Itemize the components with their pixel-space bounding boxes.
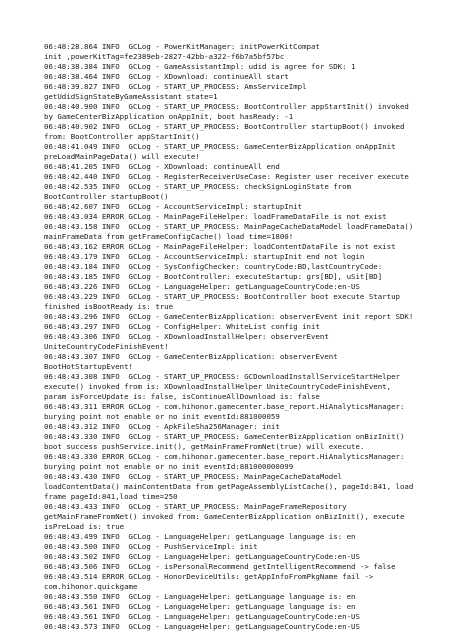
log-line: UniteCountryCodeFinishEvent! — [44, 342, 169, 351]
log-line: getUdidSignStateByGameAssistant state=1 — [44, 92, 218, 101]
log-line: 06:48:38.384 INFO GCLog - GameAssistantImpl: udid is agree for SDK: 1 — [44, 62, 356, 71]
log-line: from: BootController appStartInit() — [44, 132, 200, 141]
log-line: 06:48:43.306 INFO GCLog - XDownloadInstallHelper: observerEvent — [44, 332, 329, 341]
log-line: 06:48:43.308 INFO GCLog - START_UP_PROCESS: GCDownloadInstallServiceStartHelper — [44, 372, 400, 381]
log-line: boot success pushService.init(), getMainFrameFromNet(true) will execute. — [44, 442, 365, 451]
log-line: isPreLoad is: true — [44, 522, 125, 531]
log-line: burying point not enable or no init eventId:881000000099 — [44, 462, 294, 471]
log-line: 06:48:43.430 INFO GCLog - START_UP_PROCESS: MainPageCacheDataModel — [44, 472, 343, 481]
log-line: 06:48:43.229 INFO GCLog - START_UP_PROCESS: BootController boot execute Startup — [44, 292, 400, 301]
log-line: 06:48:43.500 INFO GCLog - PushServiceImpl: init — [44, 542, 258, 551]
log-text — [44, 42, 470, 632]
log-line: 06:48:28.864 INFO GCLog - PowerKitManager: initPowerKitCompat — [44, 42, 320, 51]
log-line: BootHotStartupEvent! — [44, 362, 133, 371]
log-line: 06:48:42.607 INFO GCLog - AccountServiceImpl: startupInit — [44, 202, 303, 211]
log-line: execute() invoked from is: XDownloadInstallHelper UniteCountryCodeFinishEvent, — [44, 382, 392, 391]
log-line: 06:48:39.827 INFO GCLog - START_UP_PROCESS: AmsServiceImpl — [44, 82, 307, 91]
log-line: 06:48:43.312 INFO GCLog - ApkFileSha256Manager: init — [44, 422, 280, 431]
log-line: 06:48:43.330 ERROR GCLog - com.hihonor.gamecenter.base_report.HiAnalyticsManager: — [44, 452, 405, 461]
log-line: loadContentData() mainContentData from getPageAssemblyListCache(), pageId:841, load — [44, 482, 414, 491]
log-line: finished isBootReady is: true — [44, 302, 174, 311]
log-line: 06:48:43.179 INFO GCLog - AccountServiceImpl: startupInit end not login — [44, 252, 365, 261]
log-line: 06:48:38.464 INFO GCLog - XDownload: continueAll start — [44, 72, 289, 81]
log-line: init ,powerKitTag=fe2389eb-2827-42bb-a322-f6b7a5bf57bc — [44, 52, 285, 61]
log-line: 06:48:43.158 INFO GCLog - START_UP_PROCESS: MainPageCacheDataModel loadFrameData() — [44, 222, 414, 231]
log-line: 06:48:43.185 INFO GCLog - BootController: executeStartup: grs[BD], uSit[BD] — [44, 272, 383, 281]
log-line: 06:48:43.162 ERROR GCLog - MainPageFileHelper: loadContentDataFile is not exist — [44, 242, 396, 251]
log-line: 06:48:43.330 INFO GCLog - START_UP_PROCESS: GameCenterBizApplication onBizInit() — [44, 432, 405, 441]
log-line: mainFrameData from getFrameConfigCache() load time=1800! — [44, 232, 294, 241]
log-line: 06:48:42.440 INFO GCLog - RegisterReceiverUseCase: Register user receiver execute — [44, 172, 409, 181]
log-line: frame pageId:841,load time=250 — [44, 492, 178, 501]
log-line: getMainFrameFromNet() invoked from: GameCenterBizApplication onBizInit(), execute — [44, 512, 405, 521]
log-line: 06:48:43.226 INFO GCLog - LanguageHelper: getLanguageCountryCode:en-US — [44, 282, 360, 291]
log-line: burying point not enable or no init eventId:881000059 — [44, 412, 280, 421]
log-line: 06:48:41.049 INFO GCLog - START_UP_PROCESS: GameCenterBizApplication onAppInit — [44, 142, 396, 151]
log-line: 06:48:43.573 INFO GCLog - LanguageHelper: getLanguageCountryCode:en-US — [44, 622, 360, 631]
log-line: 06:48:43.506 INFO GCLog - isPersonalRecommend getIntelligentRecommend -> false — [44, 562, 396, 571]
log-line: preLoadMainPageData() will execute! — [44, 152, 200, 161]
log-line: com.hihonor.quickgame — [44, 582, 138, 591]
log-line: 06:48:43.561 INFO GCLog - LanguageHelper: getLanguage language is: en — [44, 602, 356, 611]
log-line: 06:48:43.561 INFO GCLog - LanguageHelper: getLanguageCountryCode:en-US — [44, 612, 360, 621]
log-line: 06:48:43.433 INFO GCLog - START_UP_PROCESS: MainPageFrameRepository — [44, 502, 347, 511]
log-line: 06:48:43.502 INFO GCLog - LanguageHelper: getLanguageCountryCode:en-US — [44, 552, 360, 561]
log-line: 06:48:43.514 ERROR GCLog - HonorDeviceUtils: getAppInfoFromPkgName fail -> — [44, 572, 374, 581]
log-line: BootController startupBoot() — [44, 192, 169, 201]
log-line: 06:48:40.900 INFO GCLog - START_UP_PROCESS: BootController appStartInit() invoked — [44, 102, 409, 111]
log-line: 06:48:43.550 INFO GCLog - LanguageHelper: getLanguage language is: en — [44, 592, 356, 601]
log-line: 06:48:43.307 INFO GCLog - GameCenterBizApplication: observerEvent — [44, 352, 338, 361]
log-line: 06:48:43.297 INFO GCLog - ConfigHelper: WhiteList config init — [44, 322, 320, 331]
log-line: 06:48:43.034 ERROR GCLog - MainPageFileHelper: loadFrameDataFile is not exist — [44, 212, 387, 221]
log-line: param isForceUpdate is: false, isContinueAllDownload is: false — [44, 392, 320, 401]
log-line: 06:48:40.902 INFO GCLog - START_UP_PROCESS: BootController startupBoot() invoked — [44, 122, 405, 131]
log-line: 06:48:43.184 INFO GCLog - SysConfigChecker: countryCode:BD,lastCountryCode: — [44, 262, 383, 271]
log-line: by GameCenterBizApplication onAppInit, boot hasReady: -1 — [44, 112, 294, 121]
log-line: 06:48:43.499 INFO GCLog - LanguageHelper: getLanguage language is: en — [44, 532, 356, 541]
log-line: 06:48:43.296 INFO GCLog - GameCenterBizApplication: observerEvent init report SDK! — [44, 312, 414, 321]
log-line: 06:48:42.535 INFO GCLog - START_UP_PROCESS: checkSignLoginState from — [44, 182, 352, 191]
log-line: 06:48:41.205 INFO GCLog - XDownload: continueAll end — [44, 162, 280, 171]
log-line: 06:48:43.311 ERROR GCLog - com.hihonor.gamecenter.base_report.HiAnalyticsManager: — [44, 402, 405, 411]
